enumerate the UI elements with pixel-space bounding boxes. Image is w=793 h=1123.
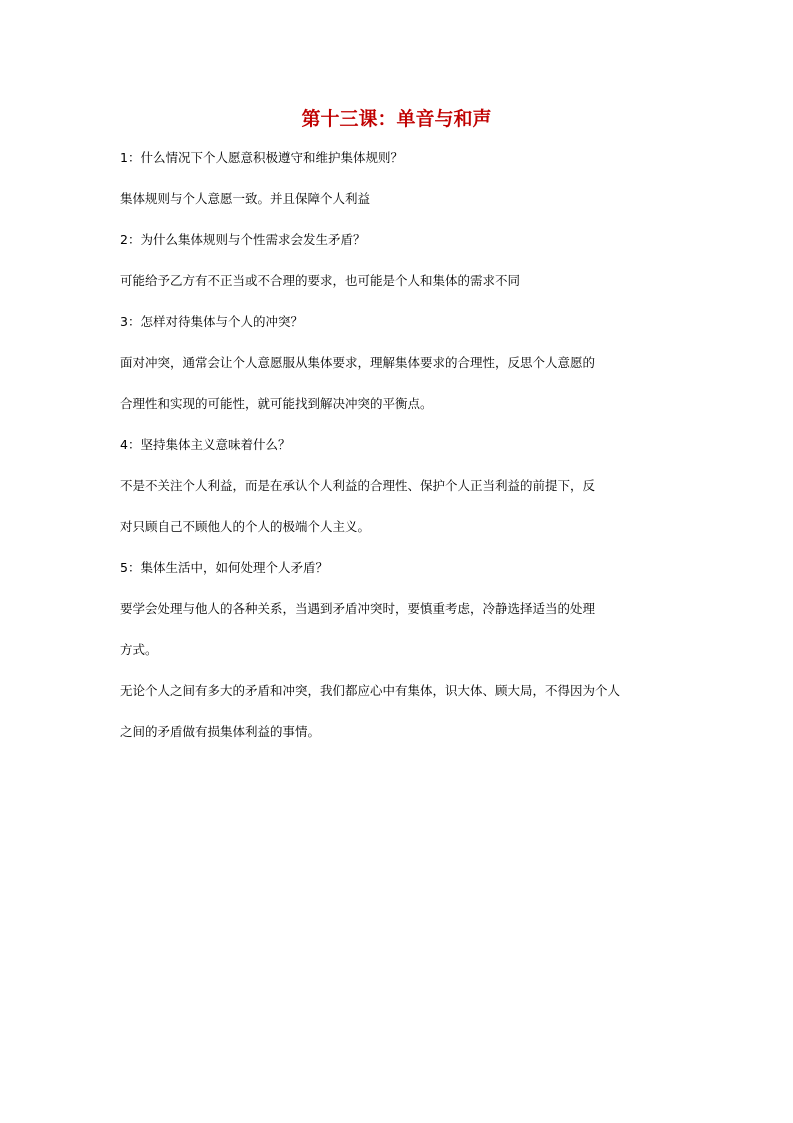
answer-2: 可能给予乙方有不正当或不合理的要求，也可能是个人和集体的需求不同 [120,273,521,288]
answer-4-line-1: 不是不关注个人利益，而是在承认个人利益的合理性、保护个人正当利益的前提下，反 [120,478,596,493]
question-3: 3：怎样对待集体与个人的冲突？ [120,314,303,329]
question-1: 1：什么情况下个人愿意积极遵守和维护集体规则？ [120,150,403,165]
answer-1: 集体规则与个人意愿一致。并且保障个人利益 [120,191,371,206]
answer-4-line-2: 对只顾自己不顾他人的个人的极端个人主义。 [120,519,371,534]
document-body [120,148,680,763]
question-5: 5：集体生活中，如何处理个人矛盾？ [120,560,328,575]
question-2: 2：为什么集体规则与个性需求会发生矛盾？ [120,232,366,247]
answer-3-line-1: 面对冲突，通常会让个人意愿服从集体要求，理解集体要求的合理性，反思个人意愿的 [120,355,596,370]
question-4: 4：坚持集体主义意味着什么？ [120,437,291,452]
answer-5-line-1: 要学会处理与他人的各种关系，当遇到矛盾冲突时，要慎重考虑，冷静选择适当的处理 [120,601,596,616]
paragraph-line-2: 之间的矛盾做有损集体利益的事情。 [120,724,321,739]
paragraph-line-1: 无论个人之间有多大的矛盾和冲突，我们都应心中有集体，识大体、顾大局，不得因为个人 [120,683,621,698]
document-title: 第十三课：单音与和声 [301,108,492,130]
answer-5-line-2: 方式。 [120,642,158,657]
answer-3-line-2: 合理性和实现的可能性，就可能找到解决冲突的平衡点。 [120,396,433,411]
